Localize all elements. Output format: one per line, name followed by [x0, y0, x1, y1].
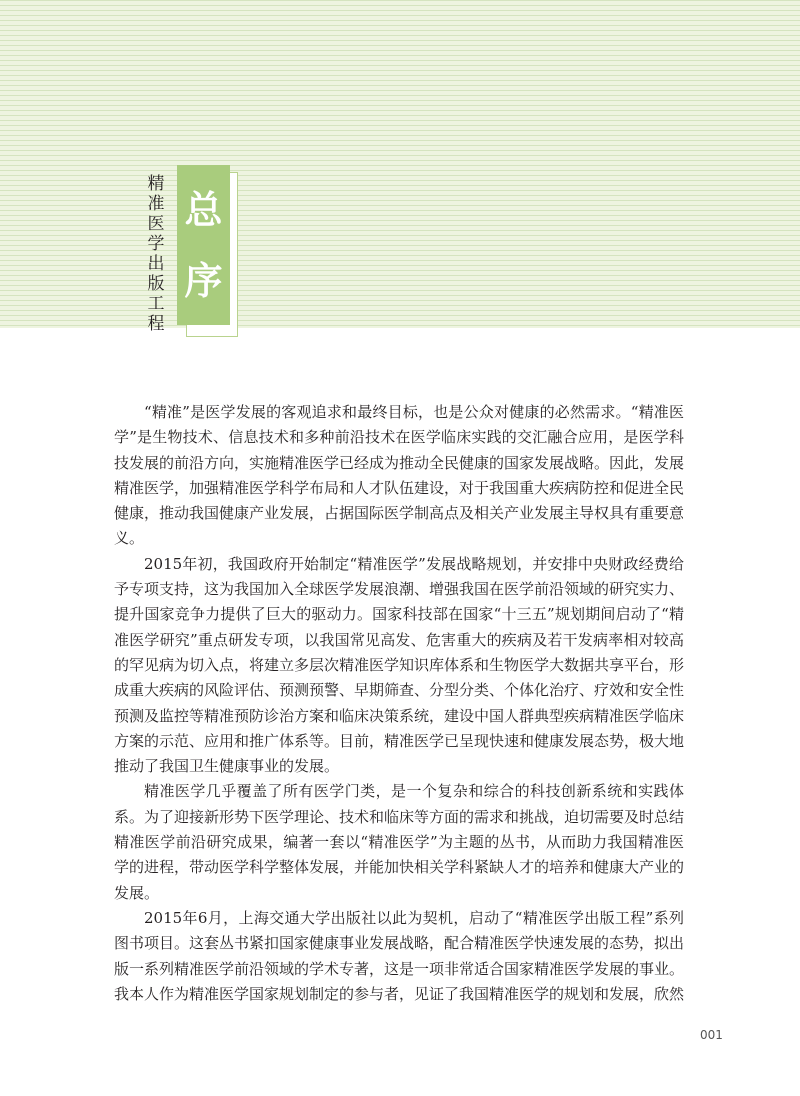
title-char: 总	[184, 188, 223, 232]
series-char: 出	[147, 254, 165, 274]
body-paragraph: 2015年初，我国政府开始制定“精准医学”发展战略规划，并安排中央财政经费给予专项支持，这为我国加入全球医学发展浪潮、增强我国在医学前沿领域的研究实力、提升国家竞争力提供了巨大的驱动力。国家科技部在国家“十三五”规划期间启动了“精准医学研究”重点研发专项，以我国常见高发、危害重大的疾病及若干发病率相对较高的罕见病为切入点，将建立多层次精准医学知识库体系和生物医学大数据共享平台，形成重大疾病的风险评估、预测预警、早期筛查、分型分类、个体化治疗、疗效和安全性预测及监控等精准预防诊治方案和临床决策系统，建设中国人群典型疾病精准医学临床方案的示范、应用和推广体系等。目前，精准医学已呈现快速和健康发展态势，极大地推动了我国卫生健康事业的发展。	[114, 554, 685, 776]
series-char: 精	[147, 174, 165, 194]
body-paragraph: 精准医学几乎覆盖了所有医学门类，是一个复杂和综合的科技创新系统和实践体系。为了迎接新形势下医学理论、技术和临床等方面的需求和挑战，迫切需要及时总结精准医学前沿研究成果，编著一套以“精准医学”为主题的丛书，从而助力我国精准医学的进程，带动医学科学整体发展，并能加快相关学科紧缺人才的培养和健康大产业的发展。	[114, 782, 685, 902]
series-char: 学	[147, 234, 165, 254]
series-char: 医	[147, 214, 165, 234]
series-char: 版	[147, 274, 165, 294]
series-char: 准	[147, 194, 165, 214]
header-band	[0, 0, 800, 328]
series-char: 工	[147, 294, 165, 314]
series-title-vertical	[142, 174, 170, 334]
body-paragraph: 2015年6月，上海交通大学出版社以此为契机，启动了“精准医学出版工程”系列图书项目。这套丛书紧扣国家健康事业发展战略，配合精准医学快速发展的态势，拟出版一系列精准医学前沿领域的学术专著，这是一项非常适合国家精准医学发展的事业。我本人作为精准医学国家规划制定的参与者，见证了我国精准医学的规划和发展，欣然	[114, 908, 685, 1003]
page-number: 001	[700, 1028, 723, 1042]
body-text	[114, 400, 684, 1007]
series-char: 程	[147, 314, 165, 334]
title-block	[177, 165, 230, 325]
body-paragraph: “精准”是医学发展的客观追求和最终目标，也是公众对健康的必然需求。“精准医学”是生物技术、信息技术和多种前沿技术在医学临床实践的交汇融合应用，是医学科技发展的前沿方向，实施精准医学已经成为推动全民健康的国家发展战略。因此，发展精准医学，加强精准医学科学布局和人才队伍建设，对于我国重大疾病防控和促进全民健康，推动我国健康产业发展，占据国际医学制高点及相关产业发展主导权具有重要意义。	[114, 403, 685, 548]
title-char: 序	[184, 259, 223, 303]
